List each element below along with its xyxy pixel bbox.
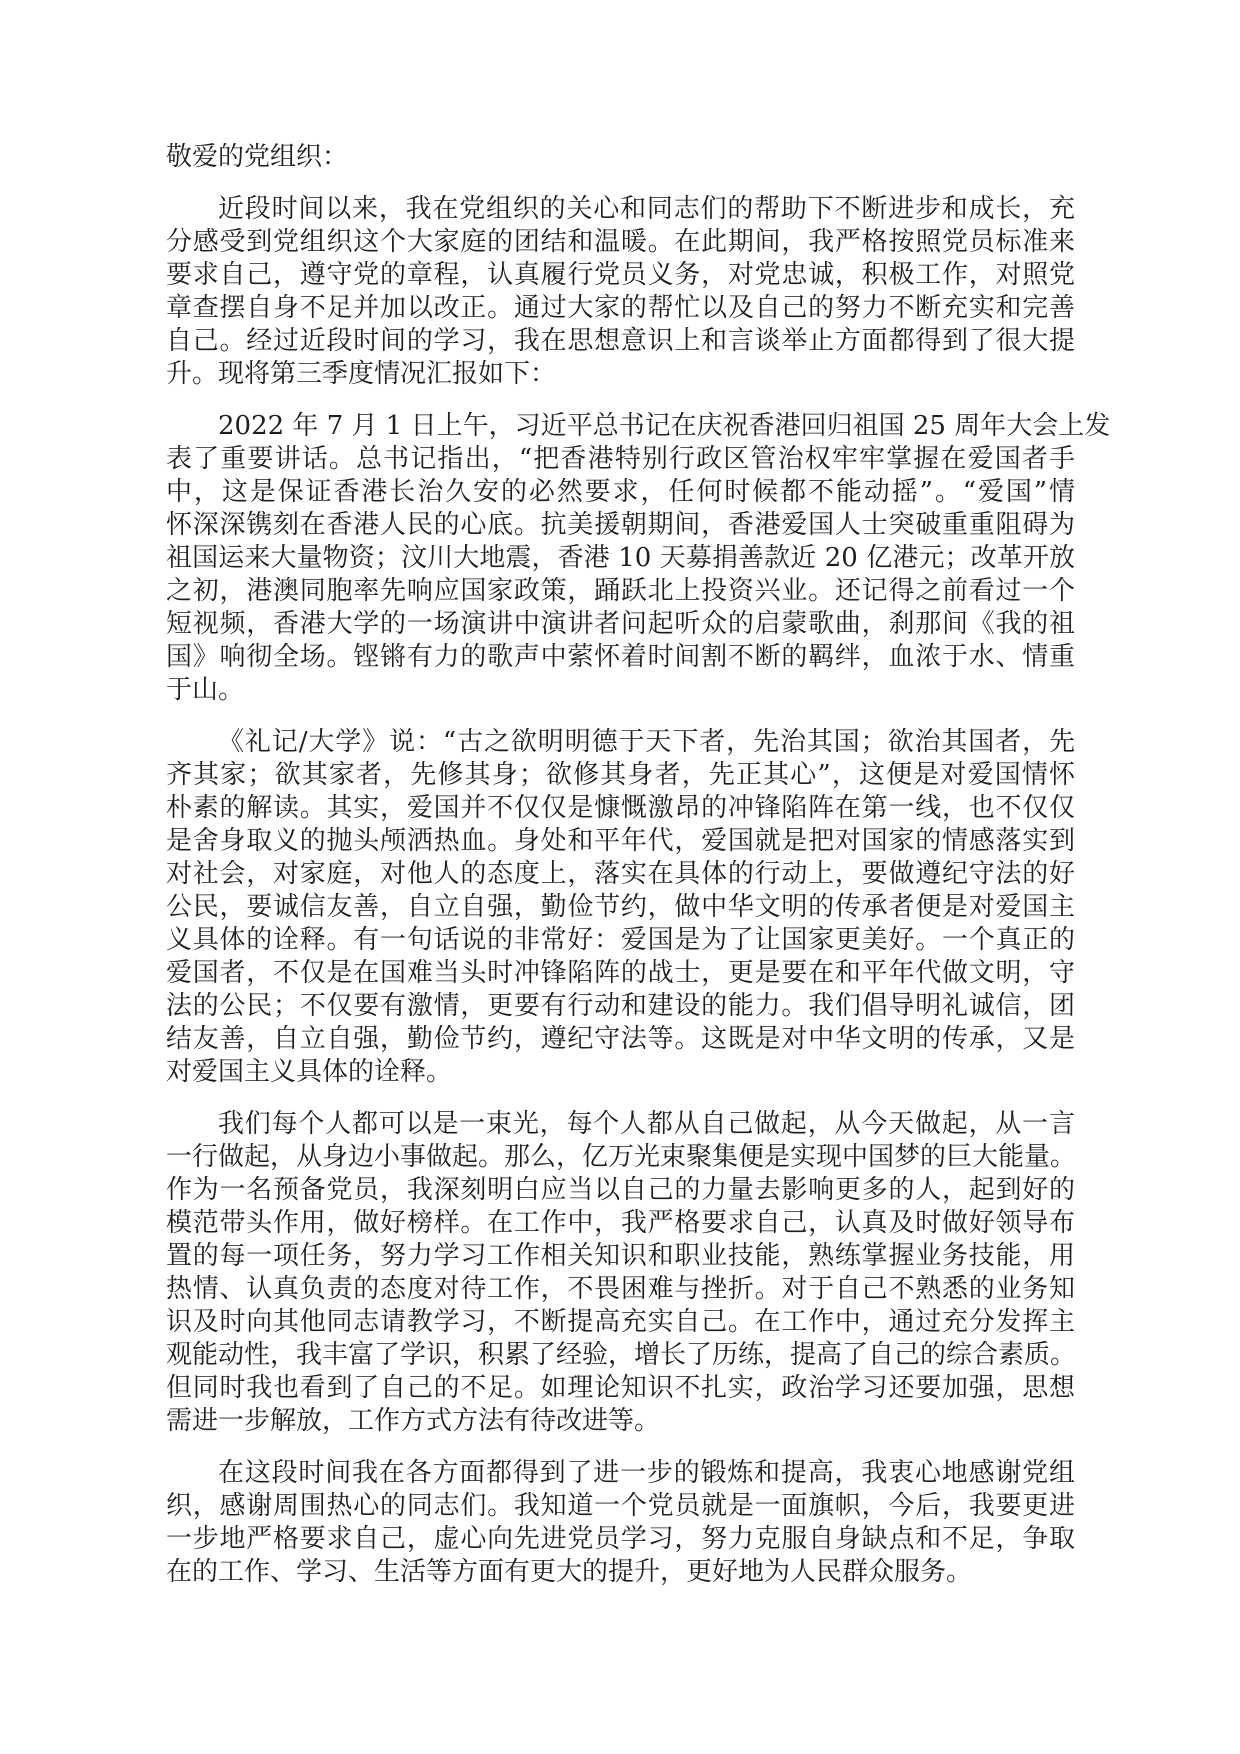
text-line: 是舍身取义的抛头颅洒热血。身处和平年代，爱国就是把对国家的情感落实到 [166, 826, 1075, 856]
text-line: 作为一名预备党员，我深刻明白应当以自己的力量去影响更多的人，起到好的 [166, 1175, 1075, 1205]
text-line: 自己。经过近段时间的学习，我在思想意识上和言谈举止方面都得到了很大提 [166, 326, 1075, 356]
text-line: 之初，港澳同胞率先响应国家政策，踊跃北上投资兴业。还记得之前看过一个 [166, 576, 1075, 606]
text-line: 对社会，对家庭，对他人的态度上，落实在具体的行动上，要做遵纪守法的好 [166, 859, 1075, 889]
text-line: 齐其家；欲其家者，先修其身；欲修其身者，先正其心”，这便是对爱国情怀 [166, 760, 1075, 790]
text-line: 要求自己，遵守党的章程，认真履行党员义务，对党忠诚，积极工作，对照党 [166, 260, 1075, 290]
text-line: 织，感谢周围热心的同志们。我知道一个党员就是一面旗帜，今后，我要更进 [166, 1491, 1075, 1521]
text-line: 国》响彻全场。铿锵有力的歌声中萦怀着时间割不断的羁绊，血浓于水、情重 [166, 642, 1075, 672]
text-line: 热情、认真负责的态度对待工作，不畏困难与挫折。对于自己不熟悉的业务知 [166, 1274, 1075, 1304]
text-line: 短视频，香港大学的一场演讲中演讲者问起听众的启蒙歌曲，刹那间《我的祖 [166, 609, 1075, 639]
text-line: 观能动性，我丰富了学识，积累了经验，增长了历练，提高了自己的综合素质。 [166, 1340, 1077, 1370]
text-line: 在的工作、学习、生活等方面有更大的提升，更好地为人民群众服务。 [166, 1557, 973, 1587]
text-line: 怀深深镌刻在香港人民的心底。抗美援朝期间，香港爱国人士突破重重阻碍为 [166, 510, 1075, 540]
text-line: 一行做起，从身边小事做起。那么，亿万光束聚集便是实现中国梦的巨大能量。 [166, 1142, 1077, 1172]
text-line: 结友善，自立自强，勤俭节约，遵纪守法等。这既是对中华文明的传承，又是 [166, 1024, 1075, 1054]
text-line: 对爱国主义具体的诠释。 [166, 1057, 453, 1087]
text-line: 章查摆自身不足并加以改正。通过大家的帮忙以及自己的努力不断充实和完善 [166, 293, 1075, 323]
document-body [166, 141, 1111, 1589]
text-line: 需进一步解放，工作方式方法有待改进等。 [166, 1406, 661, 1436]
paragraphs [166, 193, 1111, 1589]
text-line: 表了重要讲话。总书记指出，“把香港特别行政区管治权牢牢掌握在爱国者手 [166, 444, 1075, 474]
paragraph [166, 410, 1111, 707]
text-line: 义具体的诠释。有一句话说的非常好：爱国是为了让国家更美好。一个真正的 [166, 925, 1075, 955]
paragraph [166, 1108, 1075, 1438]
text-line: 于山。 [166, 675, 245, 705]
text-line: 在这段时间我在各方面都得到了进一步的锻炼和提高，我衷心地感谢党组 [218, 1458, 1075, 1488]
text-line: 但同时我也看到了自己的不足。如理论知识不扎实，政治学习还要加强，思想 [166, 1373, 1075, 1403]
paragraph [166, 193, 1075, 391]
text-line: 升。现将第三季度情况汇报如下： [166, 359, 557, 389]
text-line: 法的公民；不仅要有激情，更要有行动和建设的能力。我们倡导明礼诚信，团 [166, 991, 1075, 1021]
text-line: 一步地严格要求自己，虚心向先进党员学习，努力克服自身缺点和不足，争取 [166, 1524, 1075, 1554]
paragraph [166, 1457, 1075, 1589]
text-line: 《礼记/大学》说：“古之欲明明德于天下者，先治其国；欲治其国者，先 [218, 727, 1075, 757]
text-line: 2022 年 7 月 1 日上午，习近平总书记在庆祝香港回归祖国 25 周年大会上发 [218, 411, 1111, 441]
text-line: 识及时向其他同志请教学习，不断提高充实自己。在工作中，通过充分发挥主 [166, 1307, 1075, 1337]
text-line: 朴素的解读。其实，爱国并不仅仅是慷慨激昂的冲锋陷阵在第一线，也不仅仅 [166, 793, 1075, 823]
text-line: 近段时间以来，我在党组织的关心和同志们的帮助下不断进步和成长，充 [218, 194, 1075, 224]
text-line: 分感受到党组织这个大家庭的团结和温暖。在此期间，我严格按照党员标准来 [166, 227, 1075, 257]
text-line: 公民，要诚信友善，自立自强，勤俭节约，做中华文明的传承者便是对爱国主 [166, 892, 1075, 922]
text-line: 我们每个人都可以是一束光，每个人都从自己做起，从今天做起，从一言 [218, 1109, 1075, 1139]
text-line: 祖国运来大量物资；汶川大地震，香港 10 天募捐善款近 20 亿港元；改革开放 [166, 543, 1075, 573]
salutation: 敬爱的党组织： [166, 142, 349, 172]
paragraph [166, 726, 1075, 1089]
text-line: 置的每一项任务，努力学习工作相关知识和职业技能，熟练掌握业务技能，用 [166, 1241, 1075, 1271]
text-line: 爱国者，不仅是在国难当头时冲锋陷阵的战士，更是要在和平年代做文明，守 [166, 958, 1075, 988]
text-line: 模范带头作用，做好榜样。在工作中，我严格要求自己，认真及时做好领导布 [166, 1208, 1075, 1238]
text-line: 中，这是保证香港长治久安的必然要求，任何时候都不能动摇”。“爱国”情 [166, 477, 1075, 507]
